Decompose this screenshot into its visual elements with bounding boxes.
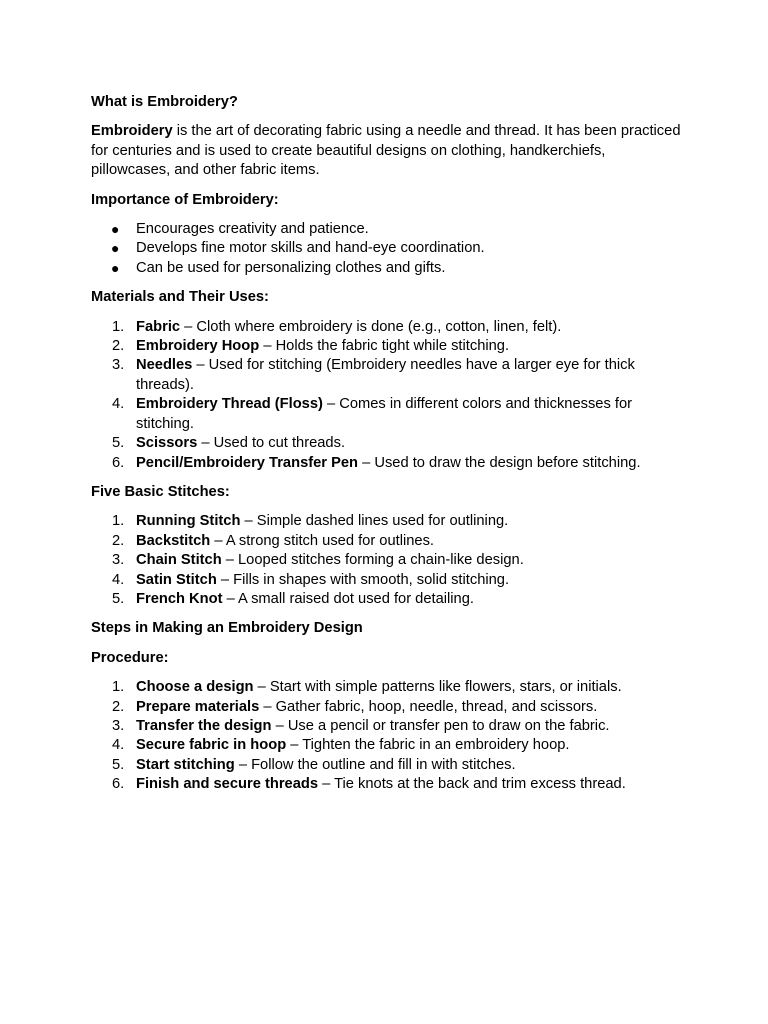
- list-number: 3.: [112, 357, 125, 374]
- list-number: 2.: [112, 532, 125, 549]
- list-number: 2.: [112, 698, 125, 715]
- list-number: 5.: [112, 756, 125, 773]
- material-term: Embroidery Thread (Floss): [136, 396, 323, 413]
- procedure-list: [91, 678, 681, 794]
- importance-list: [91, 220, 681, 278]
- procedure-desc: – Tie knots at the back and trim excess thread.: [318, 776, 626, 793]
- stitch-desc: – Looped stitches forming a chain-like design.: [221, 552, 524, 569]
- list-number: 1.: [112, 318, 125, 335]
- material-desc: – Comes in different colors and thicknesses for stitching.: [136, 396, 633, 432]
- list-item: [91, 356, 681, 395]
- list-number: 4.: [112, 396, 125, 413]
- list-item: [91, 736, 681, 755]
- material-term: Pencil/Embroidery Transfer Pen: [136, 454, 359, 471]
- material-desc: – Used to cut threads.: [197, 435, 346, 452]
- list-item: [91, 259, 681, 278]
- material-desc: – Holds the fabric tight while stitching.: [259, 338, 510, 355]
- procedure-desc: – Start with simple patterns like flowers, stars, or initials.: [253, 679, 622, 696]
- list-item: [91, 220, 681, 239]
- heading-materials: Materials and Their Uses:: [91, 289, 269, 306]
- stitch-term: French Knot: [136, 590, 223, 607]
- list-number: 3.: [112, 552, 125, 569]
- material-desc: – Used to draw the design before stitching.: [358, 454, 641, 471]
- list-item: [91, 717, 681, 736]
- material-term: Needles: [136, 357, 193, 374]
- list-item: [91, 395, 681, 434]
- procedure-desc: – Gather fabric, hoop, needle, thread, and scissors.: [259, 698, 598, 715]
- list-item: [91, 239, 681, 258]
- list-item: [91, 590, 681, 609]
- procedure-desc: – Use a pencil or transfer pen to draw on the fabric.: [271, 717, 610, 734]
- heading-procedure: Procedure:: [91, 649, 169, 666]
- procedure-term: Prepare materials: [136, 698, 260, 715]
- procedure-desc: – Tighten the fabric in an embroidery hoop.: [286, 737, 570, 754]
- stitch-term: Satin Stitch: [136, 571, 217, 588]
- procedure-term: Finish and secure threads: [136, 776, 319, 793]
- procedure-desc: – Follow the outline and fill in with stitches.: [234, 756, 516, 773]
- material-desc: – Used for stitching (Embroidery needles have a larger eye for thick threads).: [136, 357, 635, 393]
- list-number: 6.: [112, 776, 125, 793]
- stitch-term: Chain Stitch: [136, 552, 222, 569]
- list-item: [91, 678, 681, 697]
- list-item: [91, 434, 681, 453]
- heading-stitches: Five Basic Stitches:: [91, 483, 230, 500]
- list-item: [91, 571, 681, 590]
- list-item: [91, 337, 681, 356]
- procedure-term: Start stitching: [136, 756, 235, 773]
- procedure-term: Choose a design: [136, 679, 254, 696]
- stitches-list: [91, 512, 681, 609]
- intro-paragraph: [91, 122, 681, 180]
- list-item: [91, 512, 681, 531]
- list-number: 6.: [112, 454, 125, 471]
- list-number: 4.: [112, 737, 125, 754]
- stitch-desc: – A strong stitch used for outlines.: [210, 532, 435, 549]
- material-term: Scissors: [136, 435, 198, 452]
- list-item: [91, 756, 681, 775]
- document-page: [91, 93, 681, 795]
- materials-list: [91, 318, 681, 473]
- list-item: [91, 551, 681, 570]
- list-item: [91, 775, 681, 794]
- list-number: 1.: [112, 679, 125, 696]
- list-item: [91, 454, 681, 473]
- list-number: 4.: [112, 571, 125, 588]
- stitch-desc: – Simple dashed lines used for outlining.: [240, 513, 509, 530]
- bullet-icon: ●: [111, 240, 120, 257]
- intro-text: is the art of decorating fabric using a needle and thread. It has been practiced for centuries and is used to create beautiful designs on clothing, handkerchiefs, pillowcases, and other fabric items.: [91, 123, 681, 179]
- material-term: Fabric: [136, 318, 181, 335]
- heading-steps: Steps in Making an Embroidery Design: [91, 620, 363, 637]
- list-number: 3.: [112, 717, 125, 734]
- importance-text: Develops fine motor skills and hand-eye coordination.: [136, 240, 485, 257]
- list-number: 2.: [112, 338, 125, 355]
- bullet-icon: ●: [111, 221, 120, 238]
- heading-what-is: What is Embroidery?: [91, 94, 238, 110]
- heading-importance: Importance of Embroidery:: [91, 191, 279, 208]
- list-number: 5.: [112, 435, 125, 452]
- list-number: 1.: [112, 513, 125, 530]
- procedure-term: Secure fabric in hoop: [136, 737, 287, 754]
- stitch-term: Running Stitch: [136, 513, 241, 530]
- bullet-icon: ●: [111, 259, 120, 276]
- procedure-term: Transfer the design: [136, 717, 272, 734]
- list-item: [91, 698, 681, 717]
- stitch-desc: – Fills in shapes with smooth, solid stitching.: [216, 571, 510, 588]
- stitch-desc: – A small raised dot used for detailing.: [222, 590, 474, 607]
- material-desc: – Cloth where embroidery is done (e.g., cotton, linen, felt).: [180, 318, 562, 335]
- list-item: [91, 532, 681, 551]
- list-number: 5.: [112, 590, 125, 607]
- intro-term: Embroidery: [91, 123, 173, 140]
- importance-text: Can be used for personalizing clothes and gifts.: [136, 259, 446, 276]
- stitch-term: Backstitch: [136, 532, 211, 549]
- list-item: [91, 318, 681, 337]
- importance-text: Encourages creativity and patience.: [136, 221, 369, 238]
- material-term: Embroidery Hoop: [136, 338, 260, 355]
